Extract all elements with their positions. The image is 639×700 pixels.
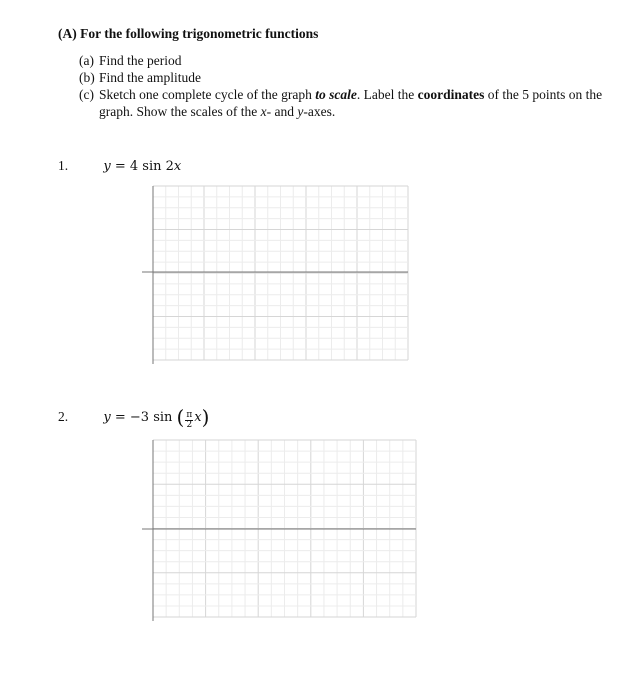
instruction-text-part: of the 5 points on the graph. Show the scales of the: [99, 87, 603, 119]
instruction-text-part: . Label the: [356, 87, 418, 102]
x-variable: x: [260, 104, 267, 119]
instruction-text-part: Sketch one complete cycle of the graph: [99, 87, 316, 102]
y-variable: y: [297, 104, 304, 119]
problem-number: 2.: [58, 409, 69, 424]
instruction-letter: (b): [79, 70, 95, 85]
instruction-letter: (c): [79, 87, 94, 102]
emphasis-to-scale: to scale: [315, 87, 357, 102]
problem-equation: y = −3 sin ( $\frac{\pi}{2}$ x): [103, 405, 210, 430]
section-heading: (A) For the following trigonometric functions: [58, 26, 319, 41]
instruction-text: Find the period: [99, 53, 182, 68]
problem-equation: y = 4 sin 2x: [103, 159, 182, 174]
instruction-text-part: - and: [266, 104, 298, 119]
instruction-text-part: -axes.: [303, 104, 336, 119]
instruction-letter: (a): [79, 53, 94, 68]
problem-number: 1.: [58, 158, 69, 173]
instruction-text: Find the amplitude: [99, 70, 201, 85]
fraction: $\frac{\pi}{2}$: [186, 410, 193, 430]
emphasis-coordinates: coordinates: [417, 87, 485, 102]
